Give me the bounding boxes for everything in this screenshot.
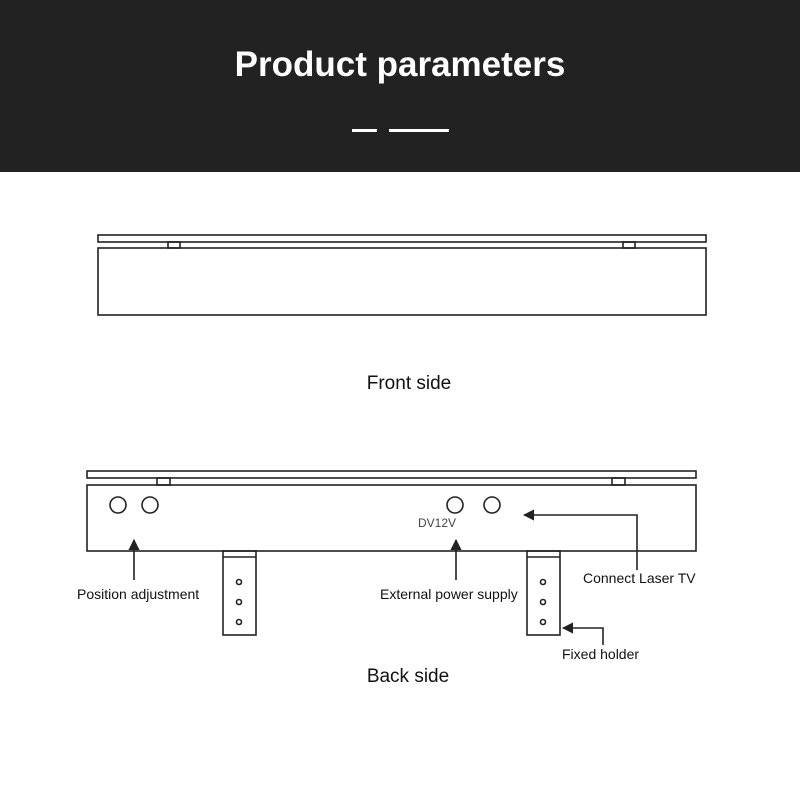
callout-holder: Fixed holder bbox=[562, 646, 640, 662]
front-caption: Front side bbox=[366, 373, 452, 394]
back-view bbox=[87, 471, 696, 645]
power-port-icon bbox=[447, 497, 463, 513]
front-view bbox=[98, 235, 706, 315]
back-caption: Back side bbox=[366, 666, 450, 687]
callout-power: External power supply bbox=[380, 586, 518, 602]
arrow-laser-icon bbox=[524, 515, 637, 570]
callout-laser: Connect Laser TV bbox=[583, 570, 696, 586]
page-title: Product parameters bbox=[234, 45, 566, 84]
laser-port-icon bbox=[484, 497, 500, 513]
callout-position: Position adjustment bbox=[77, 586, 200, 602]
adjust-knob-icon bbox=[142, 497, 158, 513]
bracket-left bbox=[223, 551, 256, 635]
arrow-holder-icon bbox=[563, 628, 603, 645]
adjust-knob-icon bbox=[110, 497, 126, 513]
port-label: DV12V bbox=[418, 516, 457, 530]
bracket-right bbox=[527, 551, 560, 635]
